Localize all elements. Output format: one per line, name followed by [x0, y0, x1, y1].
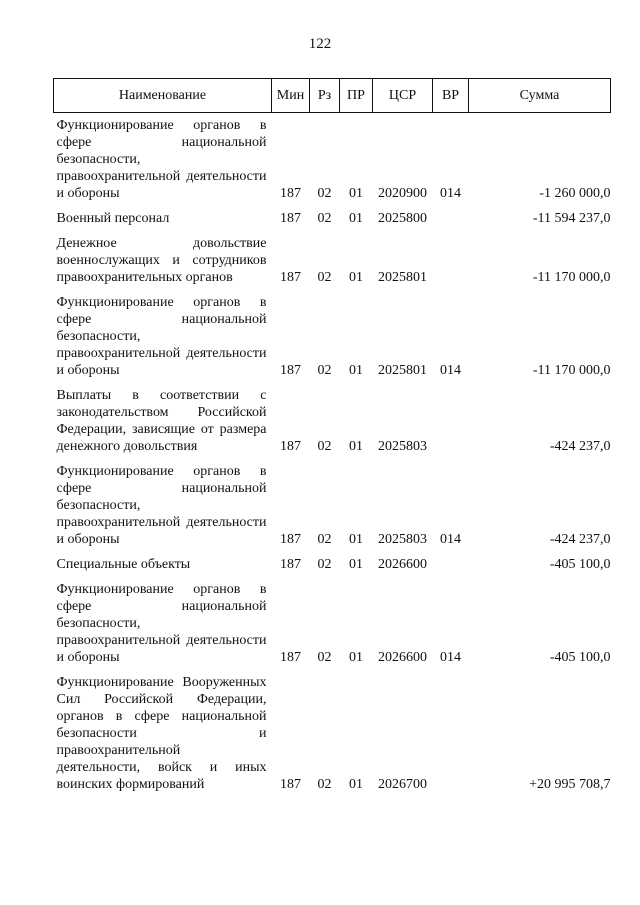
header-pr: ПР — [340, 79, 373, 113]
row-vr — [433, 670, 469, 797]
row-rz: 02 — [317, 186, 332, 201]
row-sum: -424 237,0 — [549, 532, 611, 547]
row-name: Функционирование органов в сфере национальной безопасности, правоохранительной деятельности и обороны — [56, 582, 267, 665]
row-pr: 01 — [349, 186, 363, 201]
row-name: Функционирование Вооруженных Сил Российской Федерации, органов в сфере национальной безопасности и правоохранительной деятельности, войск и иных воинских формирований — [56, 675, 267, 792]
row-rz: 02 — [317, 650, 332, 665]
row-name: Денежное довольствие военнослужащих и сотрудников правоохранительных органов — [56, 236, 267, 285]
row-pr: 01 — [349, 439, 363, 454]
row-sum: -11 170 000,0 — [532, 363, 611, 378]
row-sum: -424 237,0 — [549, 439, 611, 454]
row-vr: 014 — [440, 186, 461, 201]
header-vr: ВР — [433, 79, 469, 113]
row-vr — [433, 231, 469, 290]
row-sum: -405 100,0 — [549, 650, 611, 665]
row-rz: 02 — [317, 363, 332, 378]
row-min: 187 — [280, 777, 301, 792]
table-row — [54, 459, 611, 552]
row-vr: 014 — [440, 532, 461, 547]
row-min: 187 — [280, 650, 301, 665]
row-pr: 01 — [349, 557, 363, 572]
row-vr — [433, 383, 469, 459]
row-name: Специальные объекты — [56, 557, 191, 572]
row-min: 187 — [280, 211, 301, 226]
row-csr: 2025801 — [378, 363, 427, 378]
row-pr: 01 — [349, 211, 363, 226]
row-min: 187 — [280, 557, 301, 572]
row-csr: 2025803 — [378, 439, 427, 454]
row-rz: 02 — [317, 777, 332, 792]
table-row — [54, 577, 611, 670]
row-rz: 02 — [317, 557, 332, 572]
budget-table — [53, 78, 611, 797]
row-rz: 02 — [317, 211, 332, 226]
header-name: Наименование — [54, 79, 272, 113]
row-min: 187 — [280, 270, 301, 285]
row-pr: 01 — [349, 777, 363, 792]
row-min: 187 — [280, 439, 301, 454]
row-rz: 02 — [317, 439, 332, 454]
row-vr: 014 — [440, 650, 461, 665]
table-row — [54, 290, 611, 383]
row-vr: 014 — [440, 363, 461, 378]
row-rz: 02 — [317, 270, 332, 285]
table-row — [54, 670, 611, 797]
row-csr: 2026600 — [378, 557, 427, 572]
row-sum: -1 260 000,0 — [539, 186, 611, 201]
row-vr — [433, 552, 469, 577]
row-name: Функционирование органов в сфере национальной безопасности, правоохранительной деятельности и обороны — [56, 295, 267, 378]
row-csr: 2026700 — [378, 777, 427, 792]
row-csr: 2025801 — [378, 270, 427, 285]
row-min: 187 — [280, 186, 301, 201]
header-min: Мин — [272, 79, 310, 113]
row-min: 187 — [280, 532, 301, 547]
row-csr: 2025803 — [378, 532, 427, 547]
header-csr: ЦСР — [373, 79, 433, 113]
table-row — [54, 231, 611, 290]
table-row — [54, 383, 611, 459]
row-name: Функционирование органов в сфере национальной безопасности, правоохранительной деятельности и обороны — [56, 464, 267, 547]
table-row — [54, 206, 611, 231]
row-csr: 2020900 — [378, 186, 427, 201]
row-pr: 01 — [349, 532, 363, 547]
row-pr: 01 — [349, 270, 363, 285]
row-sum: +20 995 708,7 — [529, 777, 611, 792]
row-pr: 01 — [349, 650, 363, 665]
row-name: Функционирование органов в сфере национальной безопасности, правоохранительной деятельности и обороны — [56, 118, 267, 201]
row-rz: 02 — [317, 532, 332, 547]
row-sum: -405 100,0 — [549, 557, 611, 572]
row-pr: 01 — [349, 363, 363, 378]
table-row — [54, 113, 611, 207]
row-sum: -11 170 000,0 — [532, 270, 611, 285]
table-body — [54, 113, 611, 798]
row-min: 187 — [280, 363, 301, 378]
header-sum: Сумма — [469, 79, 611, 113]
row-csr: 2026600 — [378, 650, 427, 665]
header-rz: Рз — [310, 79, 340, 113]
row-sum: -11 594 237,0 — [532, 211, 611, 226]
page-number: 122 — [308, 36, 332, 52]
row-csr: 2025800 — [378, 211, 427, 226]
table-header — [54, 79, 611, 113]
row-vr — [433, 206, 469, 231]
row-name: Выплаты в соответствии с законодательством Российской Федерации, зависящие от размера денежного довольствия — [56, 388, 267, 454]
row-name: Военный персонал — [56, 211, 170, 226]
table-row — [54, 552, 611, 577]
